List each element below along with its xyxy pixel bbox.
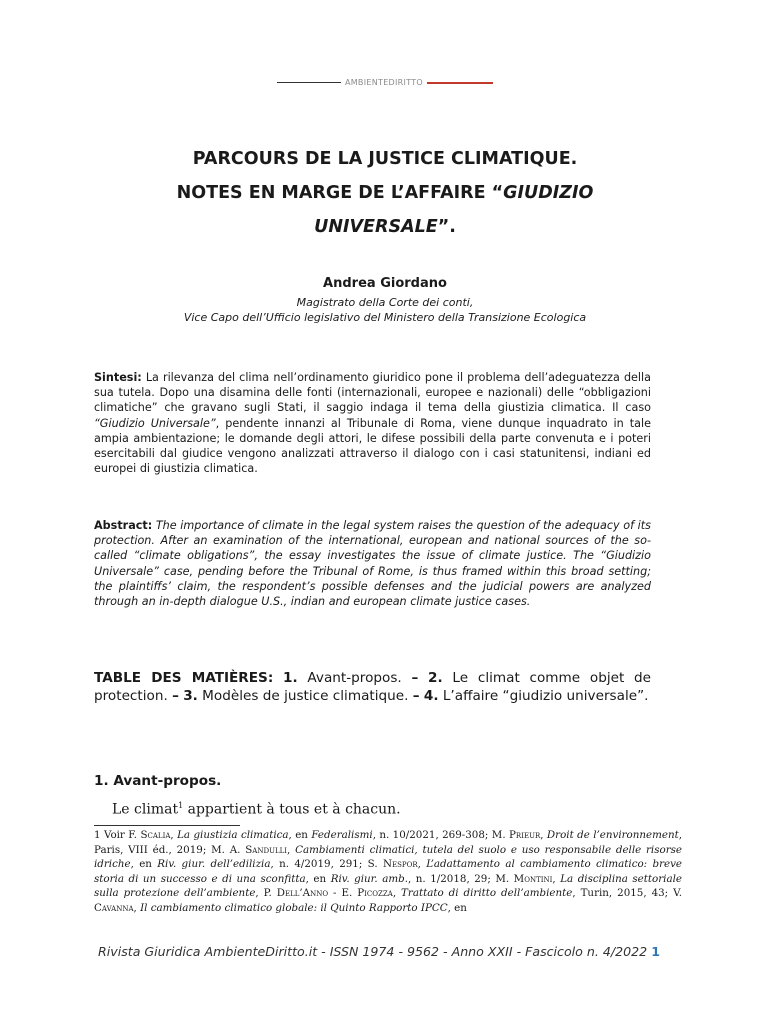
- toc-item: Modèles de justice climatique.: [202, 688, 409, 704]
- title-line-3: UNIVERSALE”.: [314, 217, 456, 237]
- page-number: 1: [651, 944, 660, 959]
- header-label: AMBIENTEDIRITTO: [344, 78, 424, 87]
- running-header: [0, 78, 770, 87]
- author-affiliation: Magistrato della Corte dei conti, Vice Capo dell’Ufficio legislativo del Ministero della Transizione Ecologica: [183, 296, 587, 324]
- sintesi-label: Sintesi:: [94, 371, 142, 384]
- section-heading: 1. Avant-propos.: [94, 773, 222, 789]
- abstract-label: Abstract:: [94, 519, 153, 532]
- toc-item: Avant-propos.: [307, 670, 402, 686]
- paper-title: [90, 142, 680, 244]
- title-line-1: PARCOURS DE LA JUSTICE CLIMATIQUE.: [192, 149, 578, 169]
- header-rule-left: [277, 82, 341, 83]
- footnote-marker: 1: [178, 801, 184, 810]
- body-text: Le climat$^1$ appartient à tous et à chacun.: [112, 801, 401, 818]
- header-rule-right: [427, 82, 493, 84]
- toc-item: Le climat comme objet de protection.: [94, 670, 652, 704]
- abstract-paragraph: Abstract: The importance of climate in the legal system raises the question of the adequacy of its protection. After an examination of the international, european and national sources of the so-called “climate obligations”, the essay investigates the issue of climate justice. The “Giudizio Universale” case, pending before the Tribunal of Rome, is thus framed within this broad setting; the plaintiffs’ claim, the respondent’s possible defenses and the judicial powers are analyzed through an in-depth dialogue U.S., indian and european climate justice cases.: [94, 519, 651, 609]
- toc-item: L’affaire “giudizio universale”.: [442, 688, 649, 704]
- table-of-contents: TABLE DES MATIÈRES: 1. Avant-propos. – 2. Le climat comme objet de protection. – 3. Modèles de justice climatique. – 4. L’affaire “giudizio universale”.: [94, 670, 652, 704]
- footnote-rule: [94, 825, 240, 826]
- page-footer: [98, 944, 660, 959]
- author-name: Andrea Giordano: [323, 276, 447, 291]
- footer-journal: Rivista Giuridica AmbienteDiritto.it - ISSN 1974 - 9562 - Anno XXII - Fascicolo n. 4/2022: [98, 944, 652, 959]
- title-line-2: NOTES EN MARGE DE L’AFFAIRE “GIUDIZIO: [176, 183, 594, 203]
- footnote-1: 1 Voir F. Scalia, La giustizia climatica, en Federalismi, n. 10/2021, 269-308; M. Prieur, Droit de l’environnement, Paris, VIII éd., 2019; M. A. Sandulli, Cambiamenti climatici, tutela del suolo e uso responsabile delle risorse idriche, en Riv. giur. dell’edilizia, n. 4/2019, 291; S. Nespor, L’adattamento al cambiamento climatico: breve storia di un successo e di una sconfitta, en Riv. giur. amb., n. 1/2018, 29; M. Montini, La disciplina settoriale sulla protezione dell’ambiente, P. Dell’Anno - E. Picozza, Trattato di diritto dell’ambiente, Turin, 2015, 43; V. Cavanna, Il cambiamento climatico globale: il Quinto Rapporto IPCC, en: [94, 829, 682, 914]
- toc-label: TABLE DES MATIÈRES:: [94, 670, 274, 686]
- sintesi-paragraph: Sintesi: La rilevanza del clima nell’ordinamento giuridico pone il problema dell’adeguatezza della sua tutela. Dopo una disamina delle fonti (internazionali, europee e nazionali) delle “obbligazioni climatiche” che gravano sugli Stati, il saggio indaga il tema della giustizia climatica. Il caso “Giudizio Universale”, pendente innanzi al Tribunale di Roma, viene dunque inquadrato in tale ampia ambientazione; le domande degli attori, le difese possibili della parte convenuta e i poteri esercitabili dal giudice vengono analizzati attraverso il dialogo con i casi statunitensi, indiani ed europei di giustizia climatica.: [94, 371, 651, 476]
